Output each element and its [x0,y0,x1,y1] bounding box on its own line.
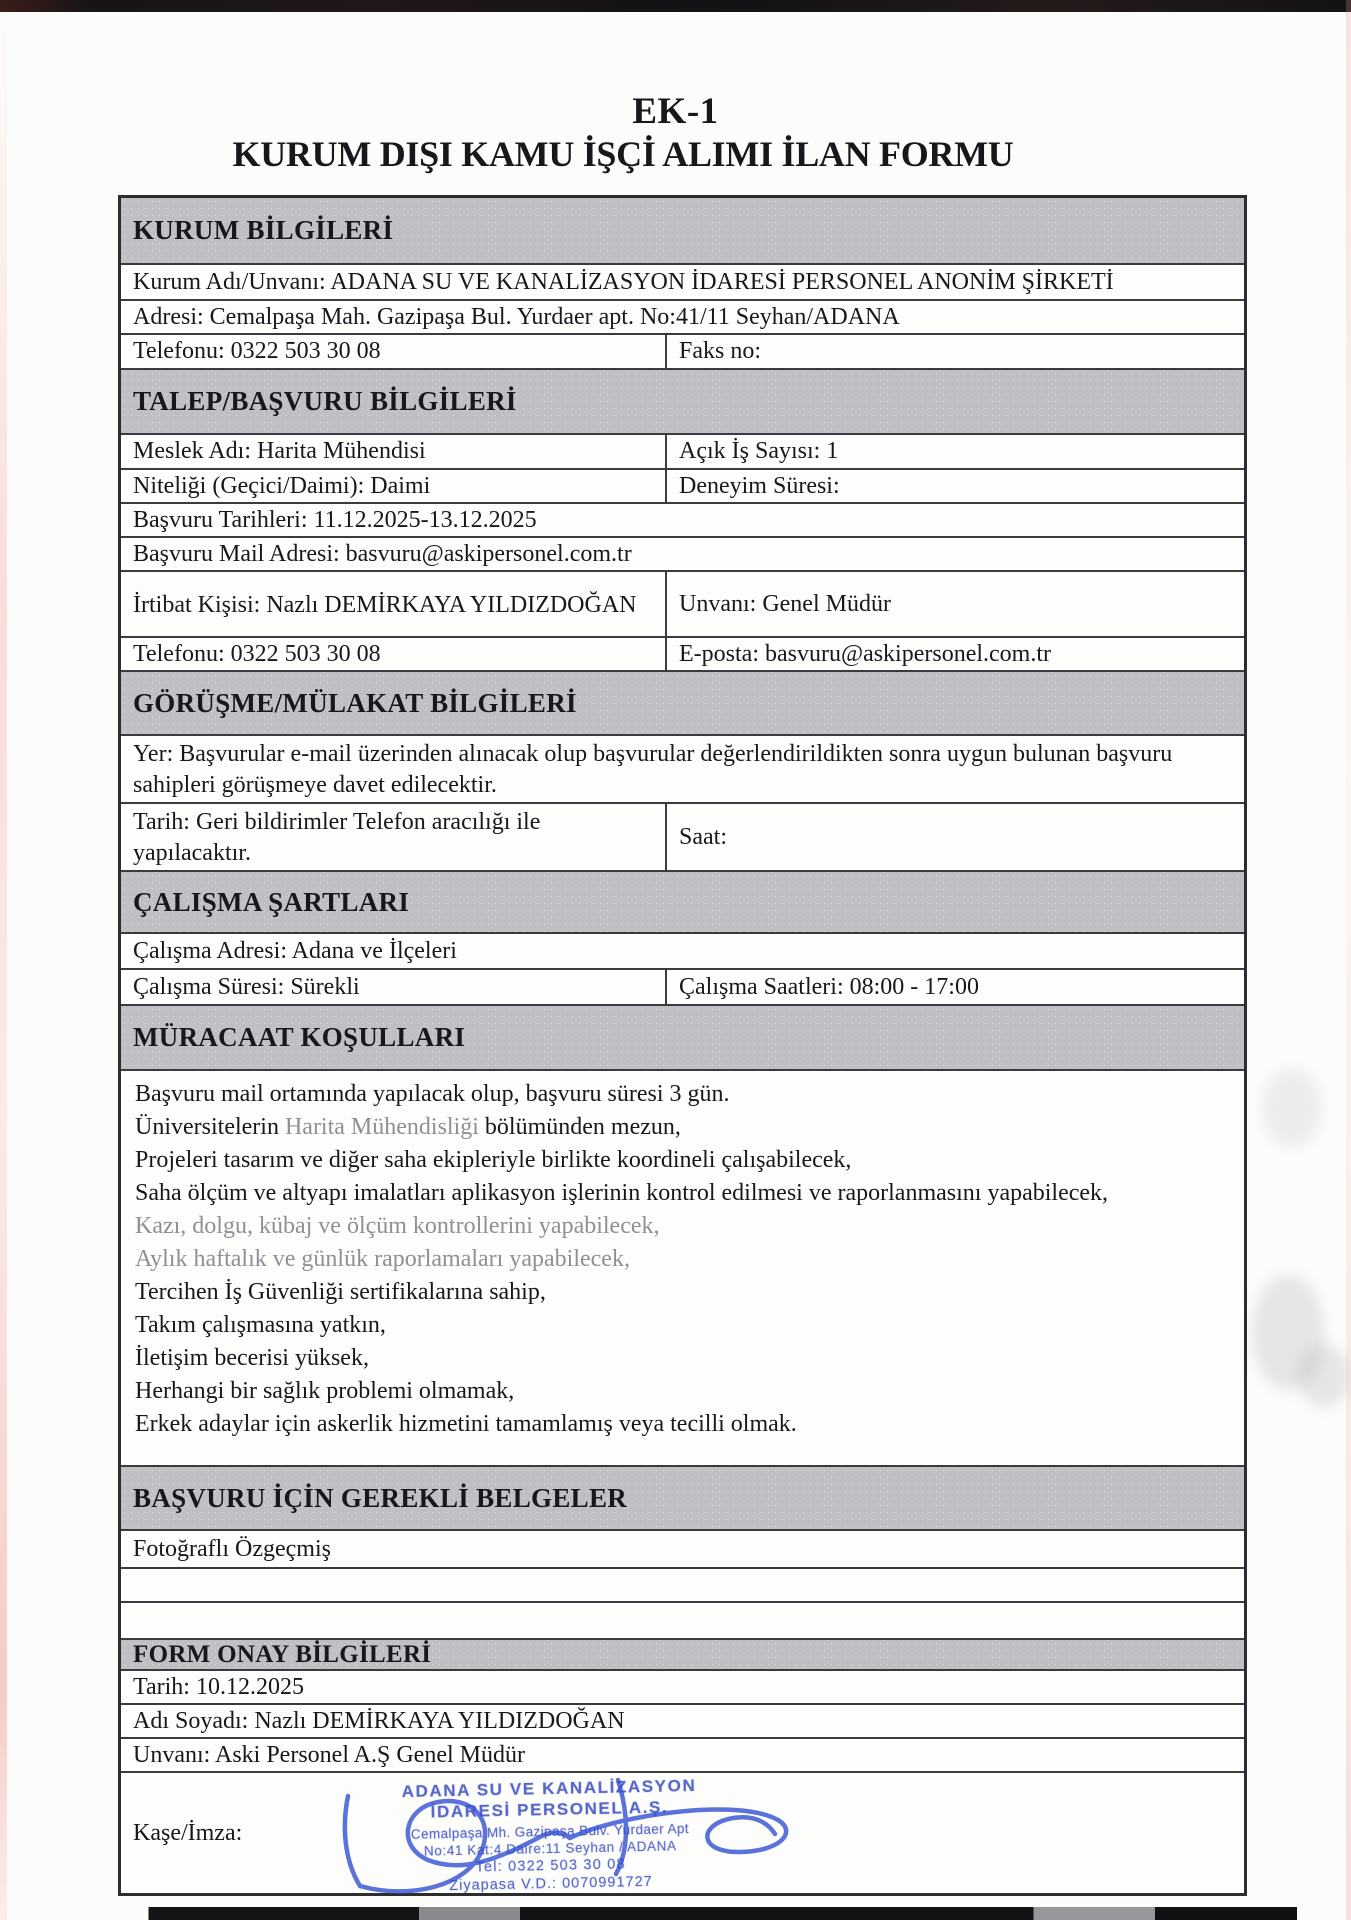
nitelik-value: Niteliği (Geçici/Daimi): Daimi [133,472,431,499]
kosul-line: Tercihen İş Güvenliği sertifikalarına sahip, [135,1279,546,1305]
kosul-part: Üniversitelerin [135,1114,285,1140]
row-belge-1 [121,1531,1244,1569]
stamp-line: Tel: 0322 503 30 08 [475,1856,626,1876]
scan-edge-bottom [0,1907,1351,1920]
meslek-value: Meslek Adı: Harita Mühendisi [133,438,426,464]
calisma-adresi-value: Çalışma Adresi: Adana ve İlçeleri [133,937,457,964]
row-basvuru-tarihleri [121,504,1244,538]
row-adres [121,301,1244,335]
basvuru-tarihleri-value: Başvuru Tarihleri: 11.12.2025-13.12.2025 [133,506,537,533]
kosul-part-faded: Harita Mühendisliği [284,1114,479,1140]
telefon-value: Telefonu: 0322 503 30 08 [133,338,381,364]
kosul-line: Herhangi bir sağlık problemi olmamak, [135,1378,515,1404]
kosul-line: Takım çalışmasına yatkın, [135,1312,386,1338]
row-kurum-adi [121,265,1244,301]
adres-value: Adresi: Cemalpaşa Mah. Gazipaşa Bul. Yurdaer apt. No:41/11 Seyhan/ADANA [133,303,900,330]
row-belge-empty-2 [121,1603,1244,1640]
section-header-talep-basvuru: TALEP/BAŞVURU BİLGİLERİ [121,370,1244,435]
saat-value: Saat: [679,823,727,850]
row-sure-saatler [121,970,1244,1006]
onay-tarih-value: Tarih: 10.12.2025 [133,1673,304,1700]
row-basvuru-mail [121,538,1244,572]
onay-adsoyad-value: Adı Soyadı: Nazlı DEMİRKAYA YILDIZDOĞAN [133,1707,625,1734]
stamp-line: Ziyapasa V.D.: 0070991727 [449,1873,653,1895]
kosul-line: Projeleri tasarım ve diğer saha ekipleriyle birlikte koordineli çalışabilecek, [135,1147,852,1173]
row-onay-adsoyad [121,1705,1244,1739]
section-header-calisma: ÇALIŞMA ŞARTLARI [121,872,1244,934]
irtibat-value: İrtibat Kişisi: Nazlı DEMİRKAYA YILDIZDOĞAN [133,591,637,618]
eposta-value: E-posta: basvuru@askipersonel.com.tr [679,640,1052,667]
row-onay-tarih [121,1671,1244,1705]
belge-value: Fotoğraflı Özgeçmiş [133,1535,331,1562]
section-header-belgeler: BAŞVURU İÇİN GEREKLİ BELGELER [121,1467,1244,1531]
section-header-muracaat: MÜRACAAT KOŞULLARI [121,1006,1244,1071]
scan-smudge [1262,1068,1322,1148]
kosul-line [135,1111,1230,1144]
calisma-saatleri-value: Çalışma Saatleri: 08:00 - 17:00 [679,973,979,1000]
stamp-line: No:41 Kat:4 Daire:11 Seyhan / ADANA [423,1838,677,1859]
page-title: KURUM DIŞI KAMU İŞÇİ ALIMI İLAN FORMU [232,134,1014,174]
section-header-form-onay: FORM ONAY BİLGİLERİ [121,1640,1244,1671]
stamp-line: Cemalpaşa Mh. Gazipaşa Bulv. Yurdaer Apt [410,1821,690,1842]
deneyim-value: Deneyim Süresi: [679,472,840,499]
faks-value: Faks no: [679,338,762,364]
kosul-line: Erkek adaylar için askerlik hizmetini tamamlamış veya tecilli olmak. [135,1411,797,1437]
scan-edge-top [0,0,1351,12]
row-telefon-faks [121,335,1244,370]
kase-imza-label: Kaşe/İmza: [133,1819,243,1846]
kosul-line-faded: Aylık haftalık ve günlük raporlamaları yapabilecek, [135,1246,630,1272]
signature-icon [320,1768,800,1908]
section-header-kurum-bilgileri: KURUM BİLGİLERİ [121,198,1244,265]
row-yer [121,736,1244,804]
kosul-line-faded: Kazı, dolgu, kübaj ve ölçüm kontrollerini yapabilecek, [135,1213,660,1239]
scan-edge-left [0,0,7,1920]
basvuru-mail-value: Başvuru Mail Adresi: basvuru@askipersonel.com.tr [133,540,632,567]
row-belge-empty-1 [121,1569,1244,1603]
scan-smudge [1298,1345,1350,1407]
calisma-suresi-value: Çalışma Süresi: Sürekli [133,973,360,1000]
scan-edge-right [1346,0,1351,1920]
row-nitelik-deneyim [121,470,1244,504]
row-telefon-eposta [121,638,1244,672]
form-table [118,195,1247,1896]
row-muracaat-kosullari [121,1071,1244,1467]
kosul-part: bölümünden mezun, [478,1114,681,1140]
onay-unvan-value: Unvanı: Aski Personel A.Ş Genel Müdür [133,1741,525,1768]
row-meslek-acikis [121,435,1244,470]
kurum-adi-value: Kurum Adı/Unvanı: ADANA SU VE KANALİZASYON İDARESİ PERSONEL ANONİM ŞİRKETİ [133,268,1114,295]
section-header-gorusme: GÖRÜŞME/MÜLAKAT BİLGİLERİ [121,672,1244,736]
stamp-line: ADANA SU VE KANALİZASYON [401,1775,697,1802]
telefon2-value: Telefonu: 0322 503 30 08 [133,640,381,667]
row-calisma-adresi [121,934,1244,970]
stamp-line: İDARESİ PERSONEL A.Ş. [430,1797,669,1822]
acik-is-value: Açık İş Sayısı: 1 [679,438,839,464]
row-tarih-saat [121,804,1244,872]
kosul-line: İletişim becerisi yüksek, [135,1345,369,1371]
kosul-line: Başvuru mail ortamında yapılacak olup, başvuru süresi 3 gün. [135,1081,730,1107]
gorusme-tarih-value: Tarih: Geri bildirimler Telefon aracılığı ile yapılacaktır. [133,809,541,866]
unvan-value: Unvanı: Genel Müdür [679,590,891,617]
attachment-tag: EK-1 [632,91,719,132]
row-irtibat-unvan [121,572,1244,638]
kosul-line: Saha ölçüm ve altyapı imalatları aplikasyon işlerinin kontrol edilmesi ve raporlanmasını yapabilecek, [135,1180,1109,1206]
yer-value: Yer: Başvurular e-mail üzerinden alınacak olup başvurular değerlendirildikten sonra uygun bulunan başvuru sahipleri görüşmeye davet edilecektir. [133,741,1173,798]
